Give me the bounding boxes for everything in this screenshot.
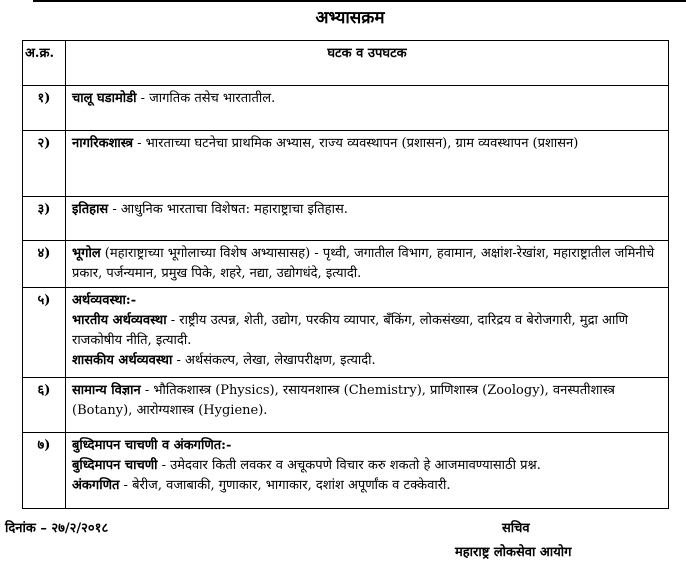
table-row — [23, 86, 669, 131]
row-content — [66, 86, 669, 131]
table-row — [23, 197, 669, 241]
content-line — [72, 476, 662, 496]
row-content — [66, 131, 669, 197]
signatory-organization: महाराष्ट्र लोकसेवा आयोग — [455, 545, 572, 560]
row-content — [66, 197, 669, 241]
topic-heading: चालू घडामोडी — [72, 91, 137, 106]
row-number: २) — [23, 131, 66, 197]
content-line — [72, 244, 662, 284]
row-content — [66, 241, 669, 288]
table-row — [23, 378, 669, 433]
topic-details: - अर्थसंकल्प, लेखा, लेखापरीक्षण, इत्यादी. — [172, 353, 376, 368]
row-number: ६) — [23, 378, 66, 433]
topic-details: - जागतिक तसेच भारतातील. — [136, 91, 276, 106]
date: दिनांक – २७/२/२०१८ — [5, 521, 109, 536]
topic-details: - राष्ट्रीय उत्पन्न, शेती, उद्योग, परकीय व्यापार, बँकिंग, लोकसंख्या, दारिद्रय व बेरोजगारी, मुद्रा आणि राजकोषीय नीति, इत्यादी. — [72, 313, 629, 348]
table-row — [23, 241, 669, 288]
signatory-designation: सचिव — [502, 521, 530, 536]
row-number: ३) — [23, 197, 66, 241]
table-row — [23, 288, 669, 378]
page-title: अभ्यासक्रम — [315, 8, 385, 28]
top-rule — [33, 0, 686, 2]
topic-heading: इतिहास — [72, 202, 109, 217]
content-line — [72, 291, 662, 311]
syllabus-table — [22, 40, 669, 509]
topic-details: (महाराष्ट्राच्या भूगोलाच्या विशेष अभ्यासासह) - पृथ्वी, जगातील विभाग, हवामान, अक्षांश-रेखांश, महाराष्ट्रातील जमिनीचे प्रकार, पर्जन्यमान, प्रमुख पिके, शहरे, नद्या, उद्योगधंदे, इत्यादी. — [72, 246, 655, 281]
topic-details: - उमेदवार किती लवकर व अचूकपणे विचार करु शकतो हे आजमावण्यासाठी प्रश्न. — [157, 458, 541, 473]
topic-details: - भारताच्या घटनेचा प्राथमिक अभ्यास, राज्य व्यवस्थापन (प्रशासन), ग्राम व्यवस्थापन (प्रशासन) — [133, 136, 579, 151]
header-serial: अ.क्र. — [23, 41, 66, 86]
topic-heading: बुध्दिमापन चाचणी — [72, 458, 158, 473]
row-number: ४) — [23, 241, 66, 288]
topic-details: - बेरीज, वजाबाकी, गुणाकार, भागाकार, दशांश अपूर्णांक व टक्केवारी. — [119, 478, 451, 493]
content-line — [72, 456, 662, 476]
topic-heading: शासकीय अर्थव्यवस्था — [72, 353, 173, 368]
table-row — [23, 131, 669, 197]
table-header-row — [23, 41, 669, 86]
content-line — [72, 436, 662, 456]
row-number: ५) — [23, 288, 66, 378]
header-topic: घटक व उपघटक — [66, 41, 669, 86]
content-line — [72, 381, 662, 421]
content-line — [72, 351, 662, 371]
table-row — [23, 433, 669, 509]
topic-heading: भूगोल — [72, 246, 101, 261]
row-content — [66, 433, 669, 509]
content-line — [72, 311, 662, 351]
topic-details: - भौतिकशास्त्र (Physics), रसायनशास्त्र (Chemistry), प्राणिशास्त्र (Zoology), वनस्पतीशास्त्र (Botany), आरोग्यशास्त्र (Hygiene). — [72, 383, 615, 418]
topic-heading: नागरिकशास्त्र — [72, 136, 134, 151]
topic-heading: सामान्य विज्ञान — [72, 383, 141, 398]
topic-heading: अर्थव्यवस्था:- — [72, 293, 137, 308]
row-content — [66, 288, 669, 378]
topic-heading: बुध्दिमापन चाचणी व अंकगणित:- — [72, 438, 232, 453]
topic-details: - आधुनिक भारताचा विशेषत: महाराष्ट्राचा इतिहास. — [108, 202, 348, 217]
topic-heading: भारतीय अर्थव्यवस्था — [72, 313, 167, 328]
content-line — [72, 200, 662, 220]
content-line — [72, 89, 662, 109]
row-number: १) — [23, 86, 66, 131]
content-line — [72, 134, 662, 154]
topic-heading: अंकगणित — [72, 478, 120, 493]
row-number: ७) — [23, 433, 66, 509]
row-content — [66, 378, 669, 433]
